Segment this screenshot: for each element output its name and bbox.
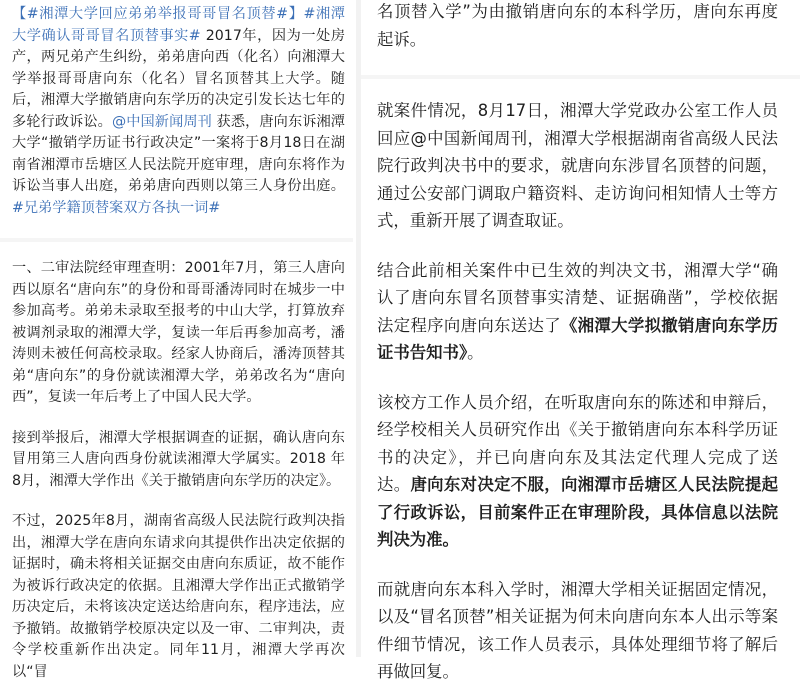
section-divider [0, 238, 353, 242]
bold-text: 《湘潭大学拟撤销唐向东学历证书告知书》 [377, 315, 779, 362]
body-paragraph: 而就唐向东本科入学时，湘潭大学相关证据固定情况，以及“冒名顶替”相关证据为何未向唐向东本人出示等案件细节情况，该工作人员表示，具体处理细节将了解后再做回复。 [377, 579, 778, 681]
body-paragraph [377, 389, 778, 554]
body-paragraph: 不过，2025年8月，湖南省高级人民法院行政判决指出，湘潭大学在唐向东请求向其提供作出决定依据的证据时，确未将相关证据交由唐向东质证，故不能作为被诉行政决定的依据。且湘潭大学作出正式撤销学历决定后，未将该决定送达给唐向东，程序违法，应予撤销。故撤销学校原决定以及一审、二审判决，责令学校重新作出决定。同年11月，湘潭大学再次以“冒 [12, 513, 345, 680]
right-column [361, 0, 800, 681]
body-paragraph: 接到举报后，湘潭大学根据调查的证据，确认唐向东冒用第三人唐向西身份就读湘潭大学属实。2018 年8月，湘潭大学作出《关于撤销唐向东学历的决定》。 [12, 429, 345, 489]
section-divider [361, 75, 800, 79]
continued-paragraph: 名顶替入学”为由撤销唐向东的本科学历，唐向东再度起诉。 [377, 2, 778, 49]
paragraph-text: 。 [467, 343, 484, 362]
paragraph-text: 该校方工作人员介绍，在听取唐向东的陈述和申辩后，经学校相关人员研究作出《关于撤销唐向东本科学历证书的决定》，并已向唐向东及其法定代理人完成了送达。 [377, 392, 778, 494]
intro-text: 2017年，因为一处房产，两兄弟产生纠纷，弟弟唐向西（化名）向湘潭大学举报哥哥唐向东（化名）冒名顶替其上大学。随后，湘潭大学撤销唐向东学历的决定引发长达七年的多轮行政诉讼。 [12, 27, 346, 130]
mention-link[interactable]: @中国新闻周刊 [111, 113, 212, 130]
topic-link-2[interactable]: #兄弟学籍顶替案双方各执一词# [12, 199, 221, 216]
body-paragraph: 就案件情况，8月17日，湘潭大学党政办公室工作人员回应@中国新闻周刊，湘潭大学根据湖南省高级人民法院行政判决书中的要求，就唐向东涉冒名顶替的问题，通过公安部门调取户籍资料、走访询问相知情人士等方式，重新开展了调查取证。 [377, 101, 778, 230]
topic-link[interactable]: #湘潭大学确认哥哥冒名顶替事实# [12, 6, 345, 44]
paragraph-text: 结合此前相关案件中已生效的判决文书，湘潭大学“确认了唐向东冒名顶替事实清楚、证据确凿”，学校依据法定程序向唐向东送达了 [377, 260, 778, 335]
body-paragraph [377, 257, 778, 367]
bold-text: 唐向东对决定不服，向湘潭市岳塘区人民法院提起了行政诉讼，目前案件正在审理阶段，具体信息以法院判决为准。 [377, 475, 779, 549]
headline-link[interactable]: 【#湘潭大学回应弟弟举报哥哥冒名顶替#】 [12, 6, 304, 22]
intro-paragraph [12, 4, 345, 219]
intro-text-2: 获悉，唐向东诉湘潭大学“撤销学历证书行政决定”一案将于8月18日在湖南省湘潭市岳塘区人民法院开庭审理，唐向东将作为诉讼当事人出庭，弟弟唐向西则以第三人身份出庭。 [12, 113, 345, 194]
left-column [0, 0, 353, 680]
body-paragraph: 一、二审法院经审理查明：2001年7月，第三人唐向西以原名“唐向东”的身份和哥哥潘涛同时在城步一中参加高考。弟弟未录取至报考的中山大学，打算放弃被调剂录取的湘潭大学，复读一年后再参加高考，潘涛则未被任何高校录取。经家人协商后，潘涛顶替其弟“唐向东”的身份就读湘潭大学，弟弟改名为“唐向西”，复读一年后考上了中国人民大学。 [12, 260, 345, 405]
